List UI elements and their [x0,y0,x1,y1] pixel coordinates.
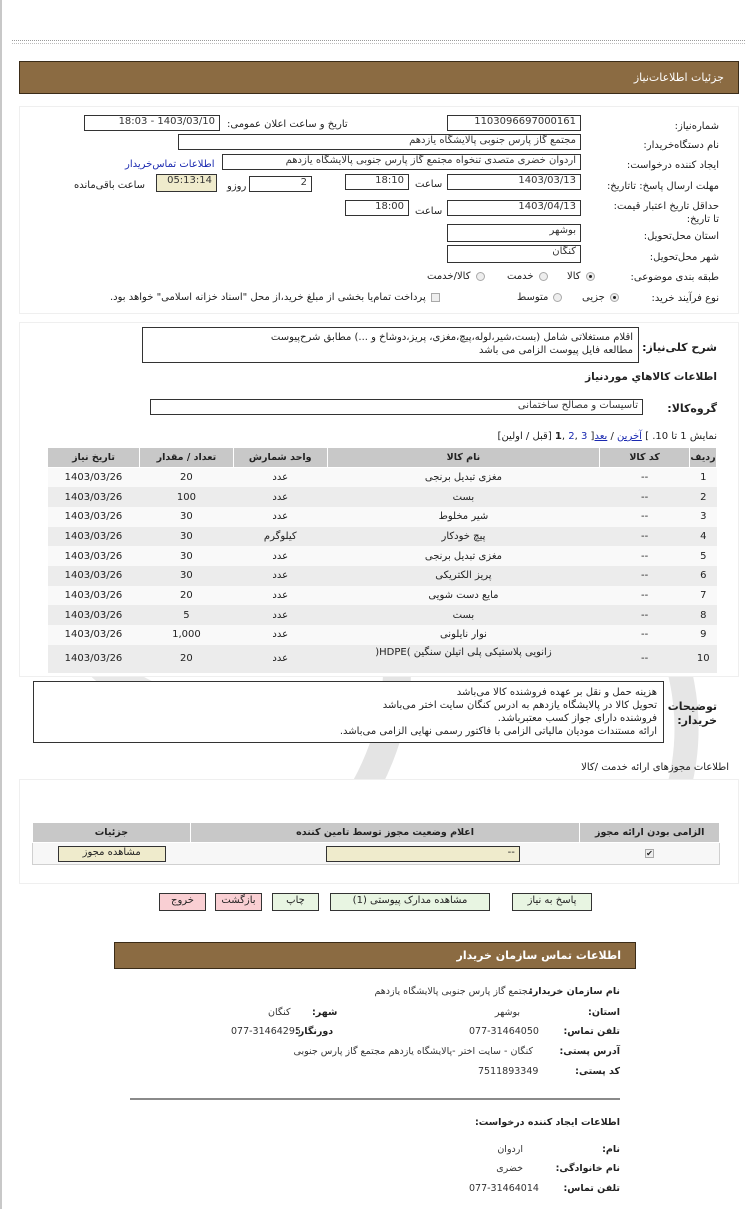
creator-phone-value: 077-31464014 [469,1183,539,1194]
contact-fax-label: دورنگار: [295,1026,334,1037]
province-field: بوشهر [447,224,581,242]
top-dotted-rule [12,40,745,44]
page-title: جزئیات اطلاعات‌نیاز [633,71,724,84]
col-row: ردیف [690,448,717,468]
remaining-time-field: 05:13:14 [156,174,217,192]
pagination-page-2[interactable]: 2 [568,431,575,442]
summary-line-2: مطالعه فایل پیوست الزامی می باشد [478,345,633,356]
contact-city-label: شهر: [312,1007,338,1018]
goods-table-header [48,448,717,468]
price-validity-time-label: ساعت [415,206,443,217]
creator-first-name-value: اردوان [497,1144,523,1155]
pagination-page-1-current: 1 [554,431,562,442]
creator-label: ایجاد کننده درخواست: [626,160,719,171]
city-field: کنگان [447,245,581,263]
category-label: طبقه بندی موضوعی: [630,272,719,283]
category-option-goods-service[interactable]: کالا/خدمت [427,271,485,282]
exit-button[interactable]: خروج [159,893,206,911]
contact-fax-value: 077-31464295 [231,1026,301,1037]
summary-line-1: اقلام مستغلاتی شامل (بست،شیر،لوله،پیچ،مغزی، پریز،دوشاخ و ...) مطابق شرح‌پیوست [270,332,633,343]
contact-city-value: کنگان [268,1007,291,1018]
table-row: 4 -- پیچ خودکار کیلوگرم 30 1403/03/26 [48,527,717,547]
table-row: 5 -- مغزی تبدیل برنجی عدد 30 1403/03/26 [48,546,717,566]
contact-postal-value: 7511893349 [478,1066,539,1077]
goods-group-label: گروه‌کالا: [667,402,717,415]
creator-last-name-value: خضری [496,1163,523,1174]
contact-address-value: کنگان - سایت اختر -پالایشگاه یازدهم مجتمع گاز پارس جنوبی [293,1046,533,1057]
licenses-table [32,822,720,865]
buyer-note-line: فروشنده دارای جواز کسب معتبرباشد. [497,713,657,724]
col-name: نام کالا [327,448,599,468]
col-license-required: الزامی بودن ارائه مجوز [580,823,720,843]
table-row: 6 -- پریز الکتریکی عدد 30 1403/03/26 [48,566,717,586]
back-button[interactable]: بازگشت [215,893,262,911]
table-row: 2 -- بست عدد 100 1403/03/26 [48,487,717,507]
contact-phone-value: 077-31464050 [469,1026,539,1037]
page-header [19,61,739,94]
contact-phone-label: تلفن تماس: [563,1026,620,1037]
table-row: 10 -- زانویی پلاستیکی پلی اتیلن سنگین )HDPE( عدد 20 1403/03/26 [48,645,717,673]
table-row: 9 -- نوار نایلونی عدد 1,000 1403/03/26 [48,625,717,645]
city-label: شهر محل‌تحویل: [649,252,719,263]
col-license-status: اعلام وضعیت مجوز توسط تامین کننده [190,823,580,843]
contact-address-label: آدرس پستی: [559,1046,620,1057]
buyer-org-field: مجتمع گاز پارس جنوبی پالایشگاه یازدهم [178,134,581,150]
summary-box [142,327,639,363]
goods-section-title: اطلاعات کالاهاي موردنیاز [585,371,717,383]
contact-header [114,942,636,969]
col-code: کد کالا [600,448,690,468]
goods-group-field: تاسیسات و مصالح ساختمانی [150,399,643,415]
contact-org-label: نام سازمان خریدار: [529,986,620,997]
days-field: 2 [249,176,312,192]
view-license-button[interactable]: مشاهده مجوز [58,846,166,862]
contact-postal-label: کد پستی: [575,1066,620,1077]
license-required-checkbox[interactable]: ✔ [646,848,653,858]
pagination-page-3[interactable]: 3 [580,431,588,442]
col-license-details: جزئیات [33,823,191,843]
purchase-option-minor[interactable]: جزیی [582,292,619,303]
pagination-next-link[interactable]: بعد [594,431,608,442]
creator-info-title: اطلاعات ایجاد کننده درخواست: [474,1117,620,1128]
radio-medium[interactable] [553,293,562,302]
contact-province-value: بوشهر [494,1007,520,1018]
license-status-field: -- [326,846,520,862]
buyer-note-line: ارائه مستندات مودیان مالیاتی الزامی با فاکتور رسمی نهایی الزامی می‌باشد. [339,726,657,737]
creator-first-name-label: نام: [602,1144,620,1155]
need-number-label: شماره‌نیاز: [674,121,719,132]
buyer-note-line: تحویل کالا در پالایشگاه یازدهم به ادرس کنگان سایت اختر می‌باشد [382,700,657,711]
treasury-checkbox[interactable] [431,293,440,302]
buyer-notes-box [33,681,664,743]
creator-field: اردوان خضری متصدی تنخواه مجتمع گاز پارس جنوبی پالایشگاه یازدهم [222,154,581,170]
deadline-label: مهلت ارسال پاسخ: تاتاریخ: [606,181,719,192]
purchase-option-medium[interactable]: متوسط [517,292,562,303]
license-row [33,843,720,865]
contact-title: اطلاعات تماس سازمان خریدار [456,949,621,962]
col-date: تاریخ نیاز [48,448,140,468]
contact-divider [130,1098,620,1100]
category-option-goods[interactable]: کالا [567,271,595,282]
remaining-time-label: ساعت باقی‌مانده [74,180,146,191]
deadline-date-field: 1403/03/13 [447,174,581,190]
need-number-field: 1103096697000161 [447,115,581,131]
table-row: 3 -- شیر مخلوط عدد 30 1403/03/26 [48,507,717,527]
creator-last-name-label: نام خانوادگی: [555,1163,620,1174]
licenses-title: اطلاعات مجوزهای ارائه خدمت /کالا [581,762,729,773]
buyer-note-line: هزینه حمل و نقل بر عهده فروشنده کالا می‌باشد [456,687,657,698]
contact-province-label: استان: [588,1007,620,1018]
contact-org-value: مجتمع گاز پارس جنوبی پالایشگاه یازدهم [374,986,533,997]
summary-label: شرح کلی‌نیاز: [642,341,717,354]
province-label: استان محل‌تحویل: [643,231,719,242]
goods-table [47,447,717,673]
announce-label: تاریخ و ساعت اعلان عمومی: [227,119,348,130]
days-label: روزو [227,181,247,192]
radio-goods-service[interactable] [476,272,485,281]
category-option-service[interactable]: خدمت [507,271,548,282]
radio-goods[interactable] [586,272,595,281]
buyer-org-label: نام دستگاه‌خریدار: [643,140,719,151]
view-attachments-button[interactable]: مشاهده مدارک پیوستی (1) [330,893,490,911]
buyer-notes-label: توضیحات خریدار: [667,700,717,727]
deadline-time-field: 18:10 [345,174,409,190]
col-qty: تعداد / مقدار [139,448,233,468]
price-validity-date-field: 1403/04/13 [447,200,581,216]
col-unit: واحد شمارش [233,448,327,468]
pagination-last-link[interactable]: آخرین [617,431,642,442]
table-row: 7 -- مایع دست شویی عدد 20 1403/03/26 [48,586,717,606]
buyer-contact-link[interactable]: اطلاعات تماس‌خریدار [125,159,215,170]
price-validity-label: حداقل تاریخ اعتبار قیمت: تا تاریخ: [613,201,719,225]
table-row: 1 -- مغزی تبدیل برنجی عدد 20 1403/03/26 [48,468,717,488]
creator-phone-label: تلفن تماس: [563,1183,620,1194]
radio-minor[interactable] [610,293,619,302]
table-row: 8 -- بست عدد 5 1403/03/26 [48,605,717,625]
deadline-time-label: ساعت [415,179,443,190]
treasury-option[interactable]: پرداخت تمام‌یا بخشی از مبلغ خرید،از محل "اسناد خزانه اسلامی" خواهد بود. [110,292,440,303]
price-validity-time-field: 18:00 [345,200,409,216]
respond-button[interactable]: پاسخ به نیاز [512,893,592,911]
pagination: نمایش 1 تا 10. ] آخرین / بعد[ 3 ,2 ,1 [قبل / اولین] [497,431,717,442]
purchase-type-label: نوع فرآیند خرید: [651,293,719,304]
radio-service[interactable] [539,272,548,281]
print-button[interactable]: چاپ [272,893,319,911]
announce-field: 1403/03/10 - 18:03 [84,115,220,131]
